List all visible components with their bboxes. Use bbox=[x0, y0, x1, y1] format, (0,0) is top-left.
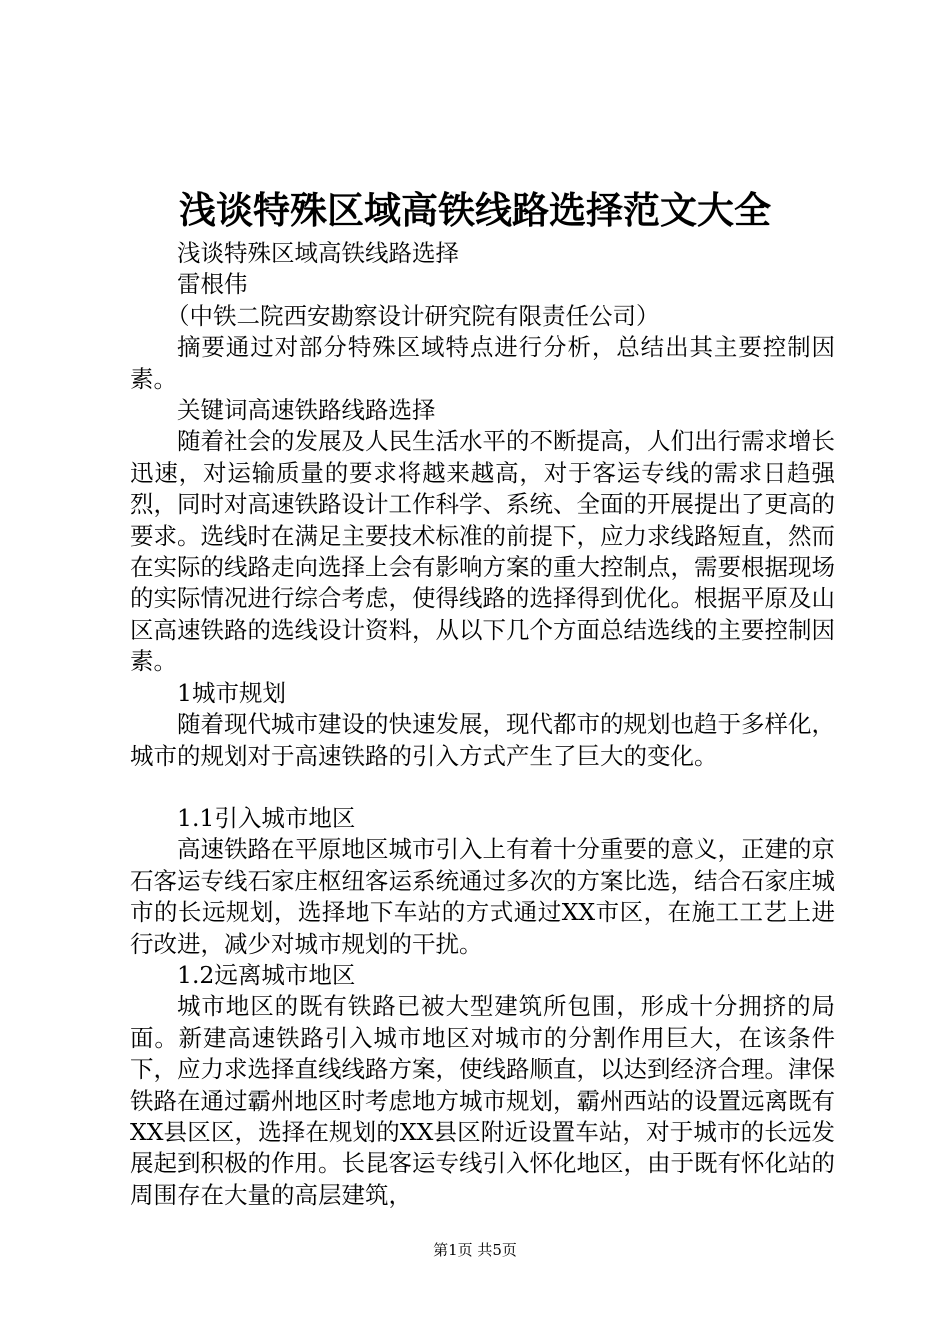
body-paragraph: 随着现代城市建设的快速发展，现代都市的规划也趋于多样化，城市的规划对于高速铁路的引入方式产生了巨大的变化。 bbox=[130, 710, 835, 770]
blank-line bbox=[130, 772, 835, 803]
page-footer: 第1页 共5页 bbox=[433, 1241, 517, 1259]
author: 雷根伟 bbox=[177, 270, 248, 299]
subsection-heading: 1.1引入城市地区 bbox=[177, 803, 356, 832]
section-heading: 1城市规划 bbox=[177, 678, 286, 707]
body-paragraph: 随着社会的发展及人民生活水平的不断提高，人们出行需求增长迅速，对运输质量的要求将越来越高，对于客运专线的需求日趋强烈，同时对高速铁路设计工作科学、系统、全面的开展提出了更高的要求。选线时在满足主要技术标准的前提下，应力求线路短直，然而在实际的线路走向选择上会有影响方案的重大控制点，需要根据现场的实际情况进行综合考虑，使得线路的选择得到优化。根据平原及山区高速铁路的选线设计资料，从以下几个方面总结选线的主要控制因素。 bbox=[130, 427, 835, 676]
document-body bbox=[130, 238, 835, 1211]
subtitle: 浅谈特殊区域高铁线路选择 bbox=[177, 239, 459, 267]
keywords: 关键词高速铁路线路选择 bbox=[177, 396, 436, 425]
affiliation: （中铁二院西安勘察设计研究院有限责任公司） bbox=[166, 301, 660, 330]
document-title: 浅谈特殊区域高铁线路选择范文大全 bbox=[179, 188, 771, 232]
body-paragraph: 城市地区的既有铁路已被大型建筑所包围，形成十分拥挤的局面。新建高速铁路引入城市地区对城市的分割作用巨大，在该条件下，应力求选择直线线路方案，使线路顺直，以达到经济合理。津保铁路在通过霸州地区时考虑地方城市规划，霸州西站的设置远离既有XX县区区，选择在规划的XX县区附近设置车站，对于城市的长远发展起到积极的作用。长昆客运专线引入怀化地区，由于既有怀化站的周围存在大量的高层建筑， bbox=[130, 992, 835, 1209]
abstract: 摘要通过对部分特殊区域特点进行分析，总结出其主要控制因素。 bbox=[130, 333, 835, 393]
body-paragraph: 高速铁路在平原地区城市引入上有着十分重要的意义，正建的京石客运专线石家庄枢纽客运系统通过多次的方案比选，结合石家庄城市的长远规划，选择地下车站的方式通过XX市区，在施工工艺上进行改进，减少对城市规划的干扰。 bbox=[130, 835, 835, 958]
subsection-heading: 1.2远离城市地区 bbox=[177, 960, 356, 989]
